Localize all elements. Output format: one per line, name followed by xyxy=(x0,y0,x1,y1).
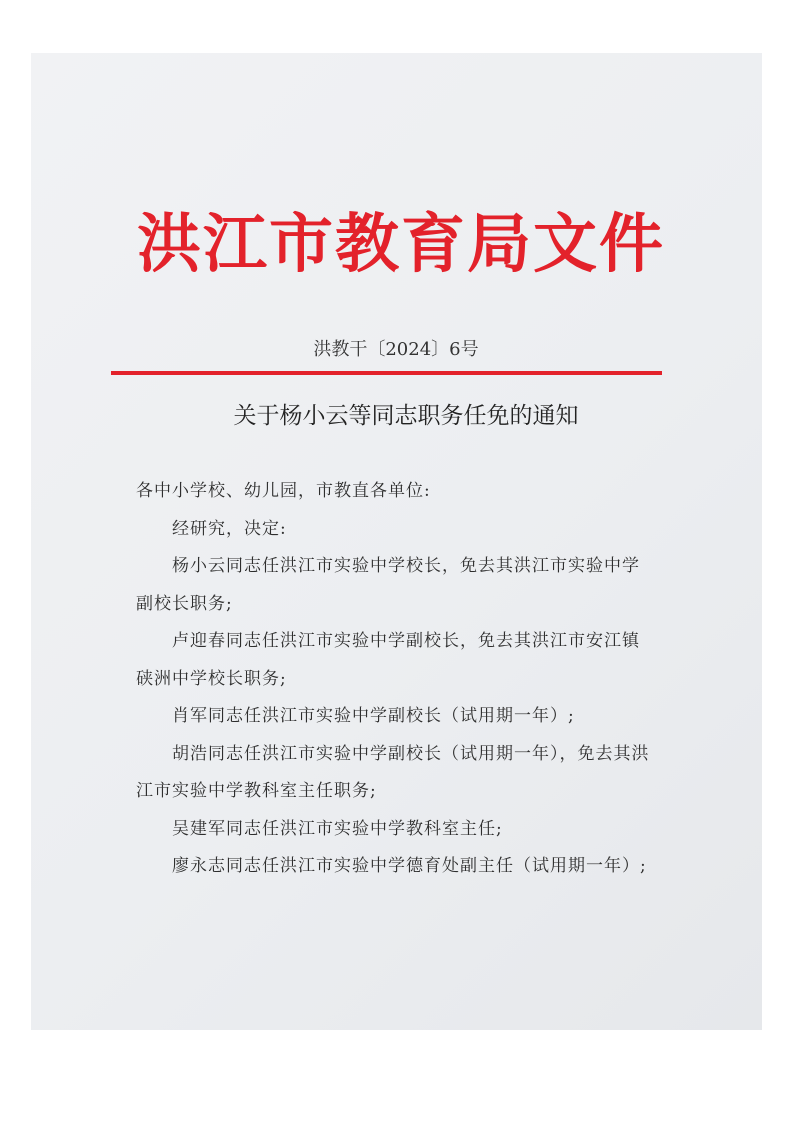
notice-body xyxy=(136,473,656,886)
red-divider-line xyxy=(111,371,662,375)
appointment-item: 吴建军同志任洪江市实验中学教科室主任; xyxy=(172,818,503,839)
document-page xyxy=(31,53,762,1030)
appointment-item: 肖军同志任洪江市实验中学副校长（试用期一年）; xyxy=(172,706,575,726)
document-number: 洪教干〔2024〕6号 xyxy=(313,339,479,360)
salutation: 各中小学校、幼儿园，市教直各单位: xyxy=(136,481,431,501)
appointment-item: 胡浩同志任洪江市实验中学副校长（试用期一年），免去其洪江市实验中学教科室主任职务; xyxy=(136,743,650,801)
appointment-item: 杨小云同志任洪江市实验中学校长，免去其洪江市实验中学副校长职务; xyxy=(136,556,640,614)
intro-line: 经研究，决定: xyxy=(172,518,287,539)
notice-title: 关于杨小云等同志职务任免的通知 xyxy=(233,403,579,429)
appointment-item: 卢迎春同志任洪江市实验中学副校长，免去其洪江市安江镇硖洲中学校长职务; xyxy=(136,631,640,689)
document-masthead: 洪江市教育局文件 xyxy=(137,207,665,282)
appointment-item: 廖永志同志任洪江市实验中学德育处副主任（试用期一年）; xyxy=(172,856,647,876)
